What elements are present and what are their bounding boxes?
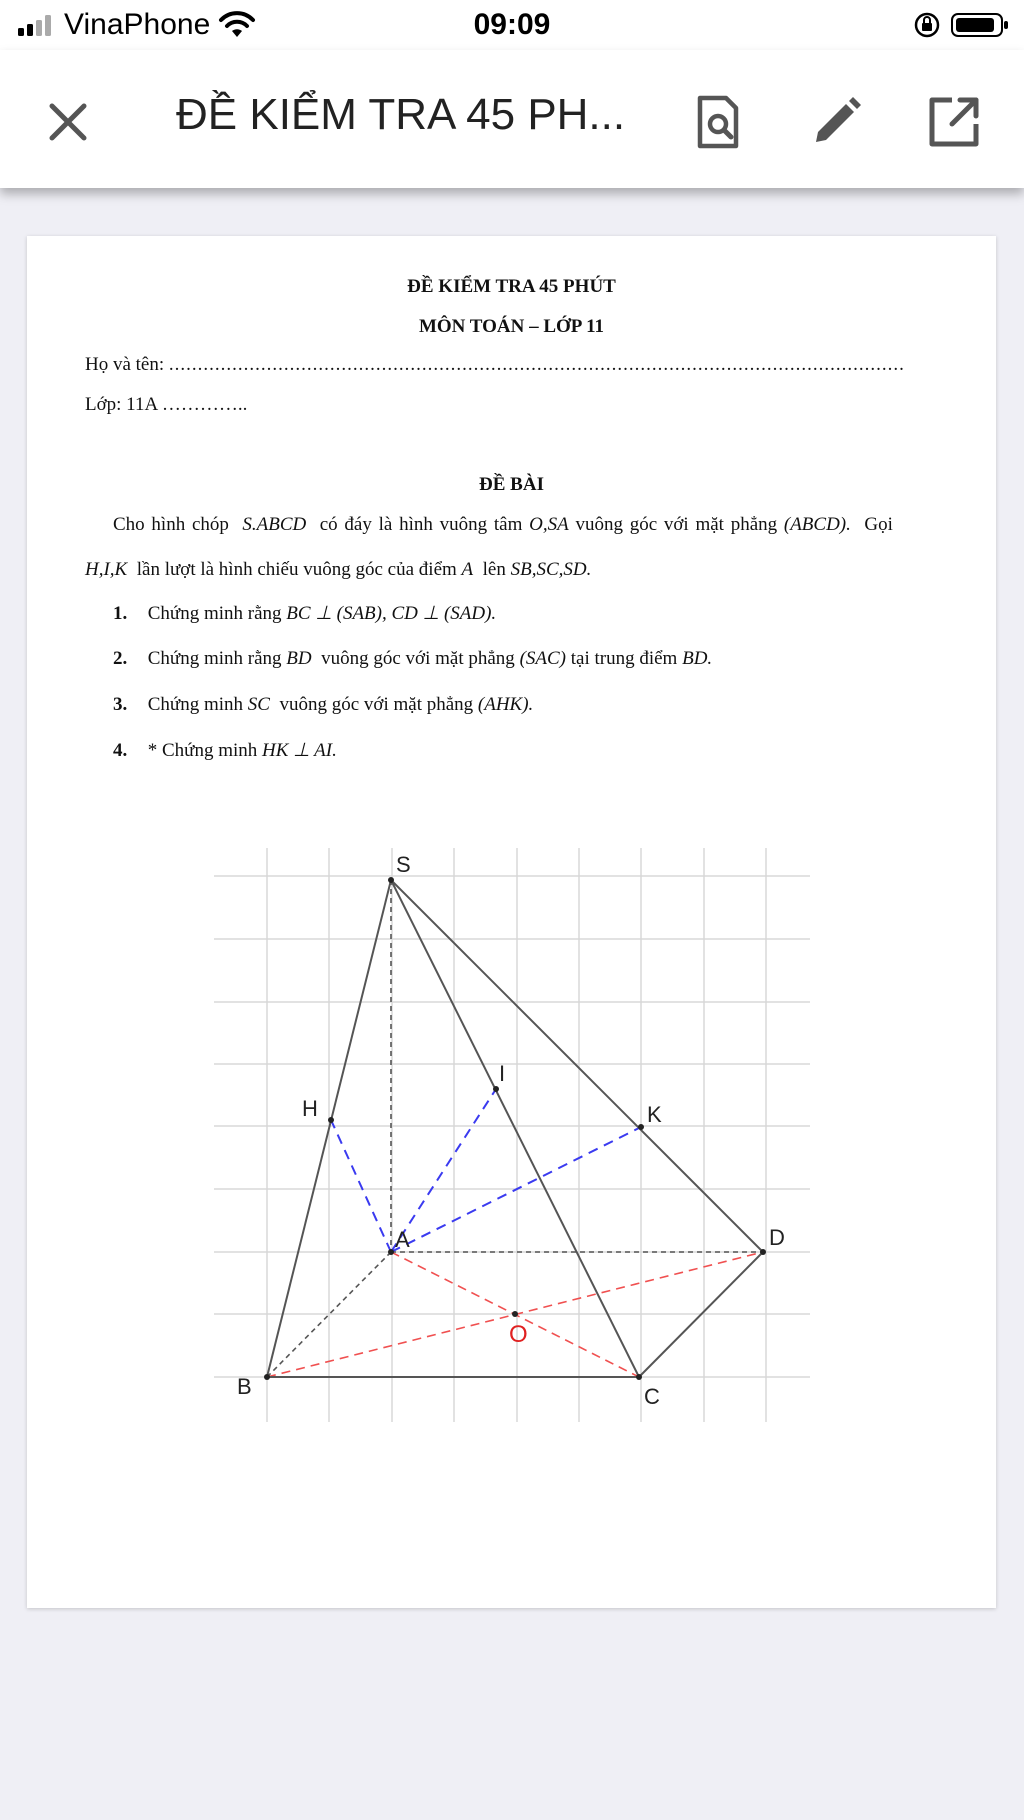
problem-line-2: H,I,K lần lượt là hình chiếu vuông góc của điểm A lên SB,SC,SD. [85, 559, 592, 580]
solid-edges [267, 880, 763, 1377]
clock: 09:09 [473, 8, 551, 41]
problem-line-1: Cho hình chóp S.ABCD có đáy là hình vuông tâm O,SA vuông góc với mặt phẳng (ABCD). Gọi [113, 514, 893, 535]
class-label: Lớp: 11A [85, 394, 158, 415]
label-c: C [644, 1384, 660, 1409]
open-external-icon[interactable] [922, 90, 986, 154]
question-1: 1. Chứng minh rằng BC ⊥ (SAB), CD ⊥ (SAD). [113, 603, 497, 624]
subject-heading: MÔN TOÁN – LỚP 11 [418, 316, 605, 337]
battery-icon [950, 10, 1010, 40]
name-dots: ................................................................................................................................ [168, 354, 905, 375]
orientation-lock-icon [912, 10, 942, 40]
close-icon[interactable] [38, 92, 98, 152]
question-3: 3. Chứng minh SC vuông góc với mặt phẳng (AHK). [113, 694, 534, 715]
question-2: 2. Chứng minh rằng BD vuông góc với mặt phẳng (SAC) tại trung điểm BD. [113, 648, 713, 669]
status-bar [0, 0, 1024, 50]
document-toolbar [0, 50, 1024, 188]
document-page[interactable] [27, 236, 996, 1608]
label-o: O [509, 1321, 528, 1348]
label-a: A [395, 1227, 410, 1252]
name-label: Họ và tên: [85, 354, 165, 375]
label-s: S [396, 852, 411, 877]
document-title: ĐỀ KIỂM TRA 45 PH... [176, 90, 626, 139]
pyramid-figure [27, 236, 996, 1608]
carrier-name: VinaPhone [64, 8, 211, 41]
projection-lines [331, 1089, 641, 1252]
label-i: I [499, 1061, 506, 1086]
edit-pencil-icon[interactable] [804, 90, 868, 154]
label-h: H [302, 1096, 318, 1121]
label-b: B [237, 1374, 252, 1399]
section-title: ĐỀ BÀI [479, 474, 544, 495]
class-dots: ………….. [161, 394, 248, 415]
label-d: D [769, 1225, 785, 1250]
exam-heading: ĐỀ KIỂM TRA 45 PHÚT [407, 276, 616, 297]
question-4: 4. * Chứng minh HK ⊥ AI. [113, 740, 337, 761]
label-k: K [647, 1102, 662, 1127]
find-in-page-icon[interactable] [686, 90, 750, 154]
